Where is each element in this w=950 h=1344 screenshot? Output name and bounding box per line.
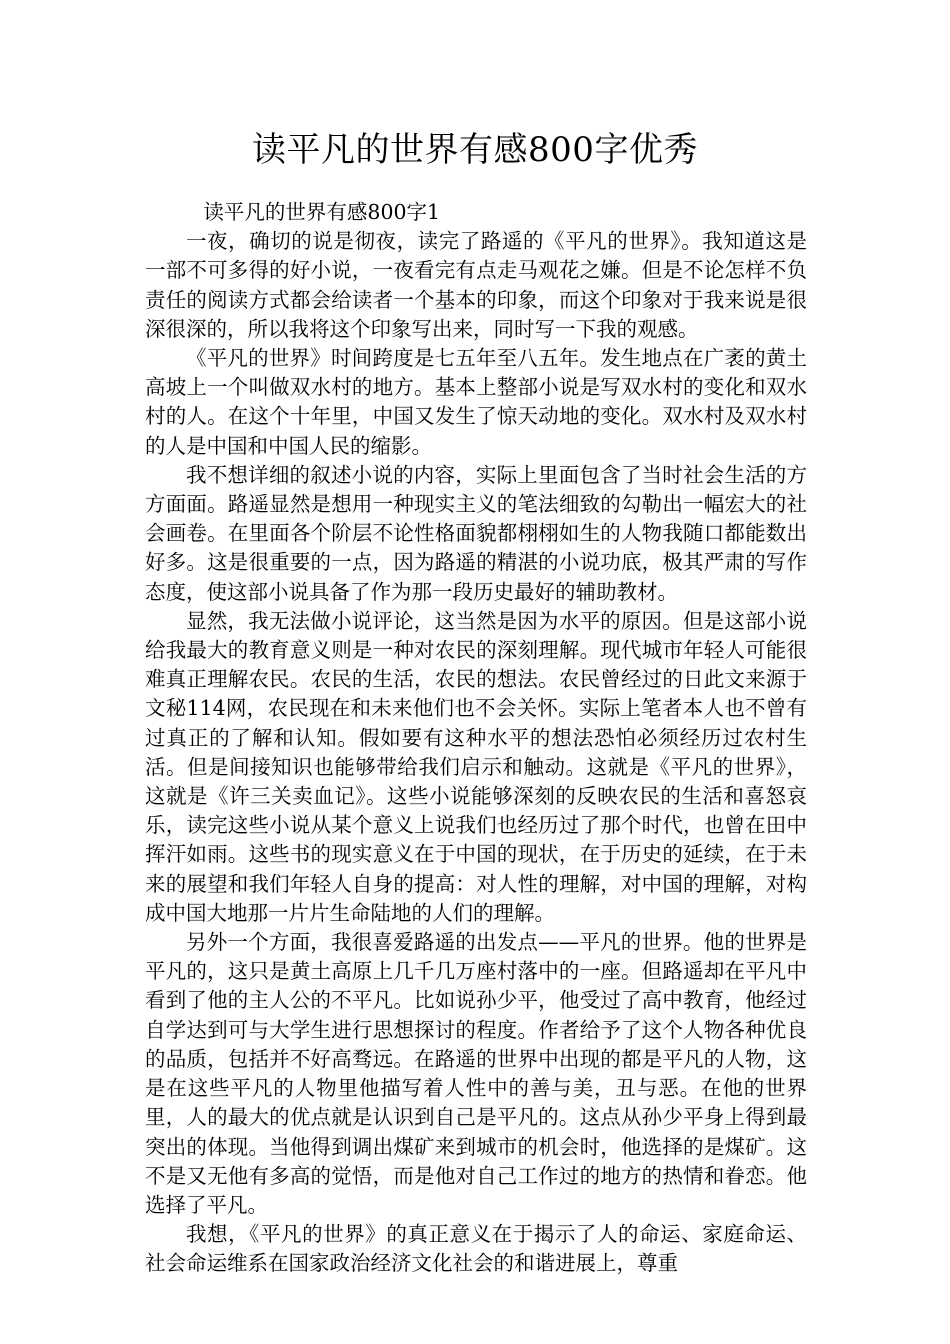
body-paragraph: 《平凡的世界》时间跨度是七五年至八五年。发生地点在广袤的黄土高坡上一个叫做双水村的地方。基本上整部小说是写双水村的变化和双水村的人。在这个十年里，中国又发生了惊天动地的变化。双水村及双水村的人是中国和中国人民的缩影。 [145,346,807,458]
document-body [145,198,807,1279]
body-paragraph: 我想，《平凡的世界》的真正意义在于揭示了人的命运、家庭命运、社会命运维系在国家政治经济文化社会的和谐进展上，尊重 [145,1222,807,1276]
document-subtitle: 读平凡的世界有感800字1 [203,200,441,224]
document-title: 读平凡的世界有感800字优秀 [252,130,698,170]
body-paragraph: 显然，我无法做小说评论，这当然是因为水平的原因。但是这部小说给我最大的教育意义则是一种对农民的深刻理解。现代城市年轻人可能很难真正理解农民。农民的生活，农民的想法。农民曾经过的日此文来源于文秘114网，农民现在和未来他们也不会关怀。实际上笔者本人也不曾有过真正的了解和认知。假如要有这种水平的想法恐怕必须经历过农村生活。但是间接知识也能够带给我们启示和触动。这就是《平凡的世界》，这就是《许三关卖血记》。这些小说能够深刻的反映农民的生活和喜怒哀乐，读完这些小说从某个意义上说我们也经历过了那个时代，也曾在田中挥汗如雨。这些书的现实意义在于中国的现状，在于历史的延续，在于未来的展望和我们年轻人自身的提高：对人性的理解，对中国的理解，对构成中国大地那一片片生命陆地的人们的理解。 [145,608,807,925]
body-paragraph: 另外一个方面，我很喜爱路遥的出发点——平凡的世界。他的世界是平凡的，这只是黄土高原上几千几万座村落中的一座。但路遥却在平凡中看到了他的主人公的不平凡。比如说孙少平，他受过了高中教育，他经过自学达到可与大学生进行思想探讨的程度。作者给予了这个人物各种优良的品质，包括并不好高骛远。在路遥的世界中出现的都是平凡的人物，这是在这些平凡的人物里他描写着人性中的善与美，丑与恶。在他的世界里，人的最大的优点就是认识到自己是平凡的。这点从孙少平身上得到最突出的体现。当他得到调出煤矿来到城市的机会时，他选择的是煤矿。这不是又无他有多高的觉悟，而是他对自己工作过的地方的热情和眷恋。他选择了平凡。 [145,930,807,1217]
body-paragraph: 我不想详细的叙述小说的内容，实际上里面包含了当时社会生活的方方面面。路遥显然是想用一种现实主义的笔法细致的勾勒出一幅宏大的社会画卷。在里面各个阶层不论性格面貌都栩栩如生的人物我随口都能数出好多。这是很重要的一点，因为路遥的精湛的小说功底，极其严肃的写作态度，使这部小说具备了作为那一段历史最好的辅助教材。 [145,462,807,604]
body-paragraph: 一夜，确切的说是彻夜，读完了路遥的《平凡的世界》。我知道这是一部不可多得的好小说，一夜看完有点走马观花之嫌。但是不论怎样不负责任的阅读方式都会给读者一个基本的印象，而这个印象对于我来说是很深很深的，所以我将这个印象写出来，同时写一下我的观感。 [145,229,807,341]
